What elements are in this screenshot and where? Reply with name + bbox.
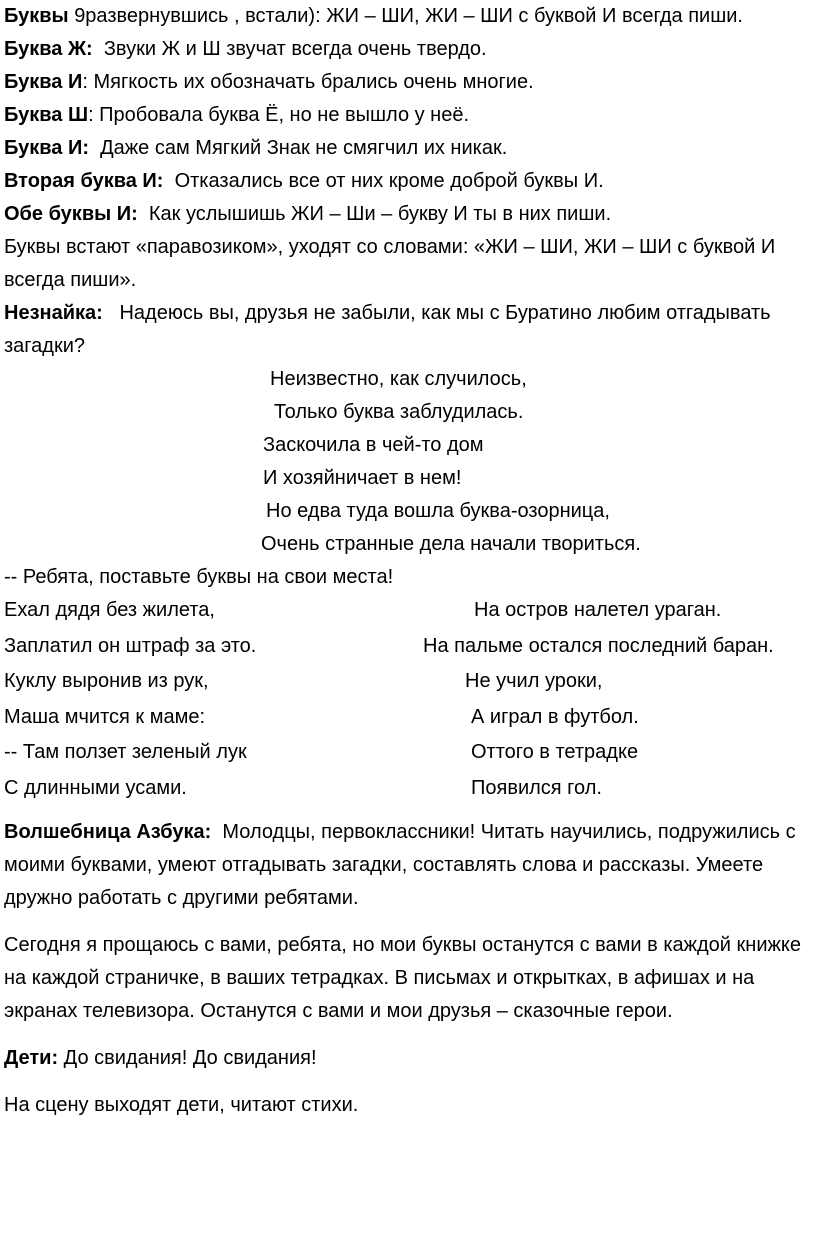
riddle-right-line: На остров налетел ураган. bbox=[474, 599, 722, 621]
document-page bbox=[4, 0, 812, 1122]
children-text: До свидания! До свидания! bbox=[63, 1047, 317, 1069]
dialogue-speaker: Буква И: bbox=[4, 137, 89, 159]
riddle-right-line: Оттого в тетрадке bbox=[471, 741, 639, 763]
poem-line: Заскочила в чей-то дом bbox=[263, 434, 484, 456]
dialogue-line bbox=[4, 198, 812, 231]
riddle-left-line: Маша мчится к маме: bbox=[4, 706, 206, 728]
farewell-paragraph: Сегодня я прощаюсь с вами, ребята, но мои буквы останутся с вами в каждой книжке на каждой страничке, в ваших тетрадках. В письмах и открытках, в афишах и на экранах телевизора. Останутся с вами и мои друзья – сказочные герои. bbox=[4, 934, 801, 1022]
instruction-line: -- Ребята, поставьте буквы на свои места! bbox=[4, 566, 394, 588]
opening-speaker: Буквы bbox=[4, 5, 69, 27]
azbuka-text: Молодцы, первоклассники! Читать научились, подружились с моими буквами, умеют отгадывать загадки, составлять слова и рассказы. Умеете дружно работать с другими ребятами. bbox=[4, 821, 796, 909]
dialogue-line bbox=[4, 33, 812, 66]
closing-line: На сцену выходят дети, читают стихи. bbox=[4, 1094, 359, 1116]
riddle-left-line: С длинными усами. bbox=[4, 777, 187, 799]
riddle-left-line: Заплатил он штраф за это. bbox=[4, 635, 257, 657]
dialogue-line bbox=[4, 132, 812, 165]
riddle-right-line: На пальме остался последний баран. bbox=[423, 635, 774, 657]
dialogue-speaker: Буква И bbox=[4, 71, 83, 93]
riddle-left-line: Куклу выронив из рук, bbox=[4, 670, 209, 692]
dialogue-speaker: Вторая буква И: bbox=[4, 170, 164, 192]
dialogue-line bbox=[4, 66, 812, 99]
dialogue-text: Звуки Ж и Ш звучат всегда очень твердо. bbox=[103, 38, 487, 60]
dialogue-text: Как услышишь ЖИ – Ши – букву И ты в них пиши. bbox=[148, 203, 612, 225]
neznaika-speaker: Незнайка: bbox=[4, 302, 103, 324]
poem-line: Очень странные дела начали твориться. bbox=[261, 533, 641, 555]
children-speaker: Дети: bbox=[4, 1047, 59, 1069]
dialogue-line bbox=[4, 165, 812, 198]
dialogue-text: Даже сам Мягкий Знак не смягчил их никак. bbox=[100, 137, 508, 159]
riddles-columns bbox=[4, 594, 812, 816]
dialogue-line bbox=[4, 99, 812, 132]
dialogue-text: Отказались все от них кроме доброй буквы И. bbox=[174, 170, 604, 192]
dialogue-speaker: Буква Ж: bbox=[4, 38, 93, 60]
dialogue-text: : Пробовала буква Ё, но не вышло у неё. bbox=[88, 104, 470, 126]
poem-line: Только буква заблудилась. bbox=[274, 401, 524, 423]
azbuka-paragraph bbox=[4, 816, 812, 915]
neznaika-text: Надеюсь вы, друзья не забыли, как мы с Буратино любим отгадывать загадки? bbox=[4, 302, 771, 357]
riddle-right-line: А играл в футбол. bbox=[471, 706, 639, 728]
opening-paragraph bbox=[4, 0, 812, 33]
poem-line: И хозяйничает в нем! bbox=[263, 467, 462, 489]
dialogue-speaker: Обе буквы И: bbox=[4, 203, 138, 225]
children-paragraph bbox=[4, 1042, 812, 1075]
stage-direction: Буквы встают «паравозиком», уходят со словами: «ЖИ – ШИ, ЖИ – ШИ с буквой И всегда пиши». bbox=[4, 236, 776, 291]
azbuka-speaker: Волшебница Азбука: bbox=[4, 821, 212, 843]
riddle-left-line: Ехал дядя без жилета, bbox=[4, 599, 215, 621]
riddle-poem bbox=[4, 363, 812, 594]
riddle-right-line: Не учил уроки, bbox=[465, 670, 603, 692]
dialogue-text: : Мягкость их обозначать брались очень многие. bbox=[82, 71, 534, 93]
poem-line: Но едва туда вошла буква-озорница, bbox=[266, 500, 610, 522]
poem-line: Неизвестно, как случилось, bbox=[270, 368, 527, 390]
riddle-right-line: Появился гол. bbox=[471, 777, 602, 799]
riddle-left-line: -- Там ползет зеленый лук bbox=[4, 741, 247, 763]
opening-text: 9развернувшись , встали): ЖИ – ШИ, ЖИ – ШИ с буквой И всегда пиши. bbox=[74, 5, 743, 27]
neznaika-paragraph bbox=[4, 297, 812, 363]
dialogue-speaker: Буква Ш bbox=[4, 104, 89, 126]
